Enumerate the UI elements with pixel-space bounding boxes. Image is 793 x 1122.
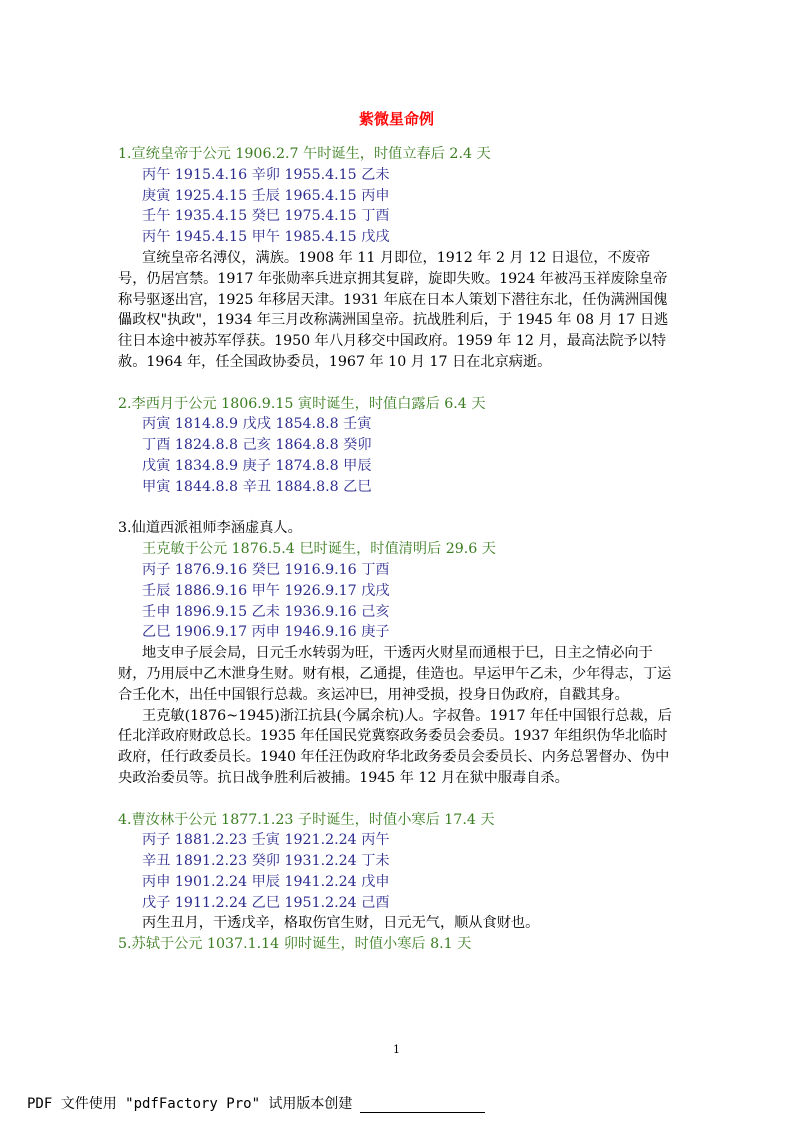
luck-line: 辛丑 1891.2.23 癸卯 1931.2.24 丁未	[142, 853, 390, 870]
luck-line: 甲寅 1844.8.8 辛丑 1884.8.8 乙巳	[142, 478, 372, 495]
section-1-bio: 宣统皇帝名溥仪，满族。1908 年 11 月即位，1912 年 2 月 12 日退位，不废帝号，仍居宫禁。1917 年张勋率兵进京拥其复辟，旋即失败。1924 年被冯玉祥废除皇帝称号驱逐出宫，1925 年移居天津。1931 年底在日本人策划下潜往东北，任伪满洲国傀儡政权"执政"，1934 年三月改称满洲国皇帝。抗战胜利后，于 1945 年 08 月 17 日逃往日本途中被苏军俘获。1950 年八月移交中国政府。1959 年 12 月，最高法院予以特赦。1964 年，任全国政协委员，1967 年 10 月 17 日在北京病逝。	[118, 249, 669, 370]
luck-line: 戊子 1911.2.24 乙巳 1951.2.24 己酉	[142, 894, 390, 911]
section-3-heading: 3.仙道西派祖师李涵虚真人。	[118, 520, 302, 537]
section-1-heading: 1.宣统皇帝于公元 1906.2.7 午时诞生，时值立春后 2.4 天	[118, 146, 491, 162]
section-2-heading: 2.李西月于公元 1806.9.15 寅时诞生，时值白露后 6.4 天	[118, 395, 486, 412]
page-number: 1	[393, 1043, 400, 1056]
luck-line: 乙巳 1906.9.17 丙申 1946.9.16 庚子	[142, 624, 390, 641]
section-3-bio: 王克敏(1876~1945)浙江抗县(今属余杭)人。字叔鲁。1917 年任中国银行总裁，后任北洋政府财政总长。1935 年任国民党冀察政务委员会委员。1937 年组织伪华北临时政府，任行政委员长。1940 年任汪伪政府华北政务委员会委员长、内务总署督办、伪中央政治委员等。抗日战争胜利后被捕。1945 年 12 月在狱中服毒自杀。	[118, 707, 672, 786]
luck-line: 壬辰 1886.9.16 甲午 1926.9.17 戊戌	[142, 582, 390, 599]
luck-line: 壬午 1935.4.15 癸巳 1975.4.15 丁酉	[142, 208, 390, 225]
luck-line: 丁酉 1824.8.8 己亥 1864.8.8 癸卯	[142, 437, 372, 454]
luck-line: 丙子 1876.9.16 癸巳 1916.9.16 丁酉	[142, 561, 390, 578]
luck-line: 壬申 1896.9.15 乙未 1936.9.16 己亥	[142, 603, 390, 620]
luck-line: 丙寅 1814.8.9 戊戌 1854.8.8 壬寅	[142, 416, 372, 433]
luck-line: 丙午 1945.4.15 甲午 1985.4.15 戊戌	[142, 229, 390, 246]
section-3-analysis: 地支申子辰会局，日元壬水转弱为旺，干透丙火财星而通根于巳，日主之情必向于财，乃用辰中乙木泄身生财。财有根，乙通提，佳造也。早运甲午乙未，少年得志，丁运合壬化木，出任中国银行总裁。亥运冲巳，用神受损，投身日伪政府，自戳其身。	[118, 645, 672, 703]
footer-link-underline[interactable]	[360, 1098, 485, 1113]
page-title: 紫微星命例	[358, 110, 434, 128]
footer-text: PDF 文件使用 "pdfFactory Pro" 试用版本创建	[27, 1096, 353, 1112]
luck-line: 庚寅 1925.4.15 壬辰 1965.4.15 丙申	[142, 187, 390, 204]
section-3-subheading: 王克敏于公元 1876.5.4 巳时诞生，时值清明后 29.6 天	[142, 541, 496, 558]
luck-line: 丙子 1881.2.23 壬寅 1921.2.24 丙午	[142, 832, 390, 849]
section-4-analysis: 丙生丑月，干透戊辛，格取伤官生财，日元无气，顺从食财也。	[142, 915, 540, 932]
luck-line: 戊寅 1834.8.9 庚子 1874.8.8 甲辰	[142, 457, 372, 474]
document-body	[118, 144, 678, 955]
luck-line: 丙申 1901.2.24 甲辰 1941.2.24 戊申	[142, 873, 390, 890]
luck-line: 丙午 1915.4.16 辛卯 1955.4.15 乙未	[142, 166, 390, 183]
section-5-heading: 5.苏轼于公元 1037.1.14 卯时诞生，时值小寒后 8.1 天	[118, 936, 472, 953]
pdf-footer	[27, 1093, 485, 1113]
section-4-heading: 4.曹汝林于公元 1877.1.23 子时诞生，时值小寒后 17.4 天	[118, 811, 495, 828]
